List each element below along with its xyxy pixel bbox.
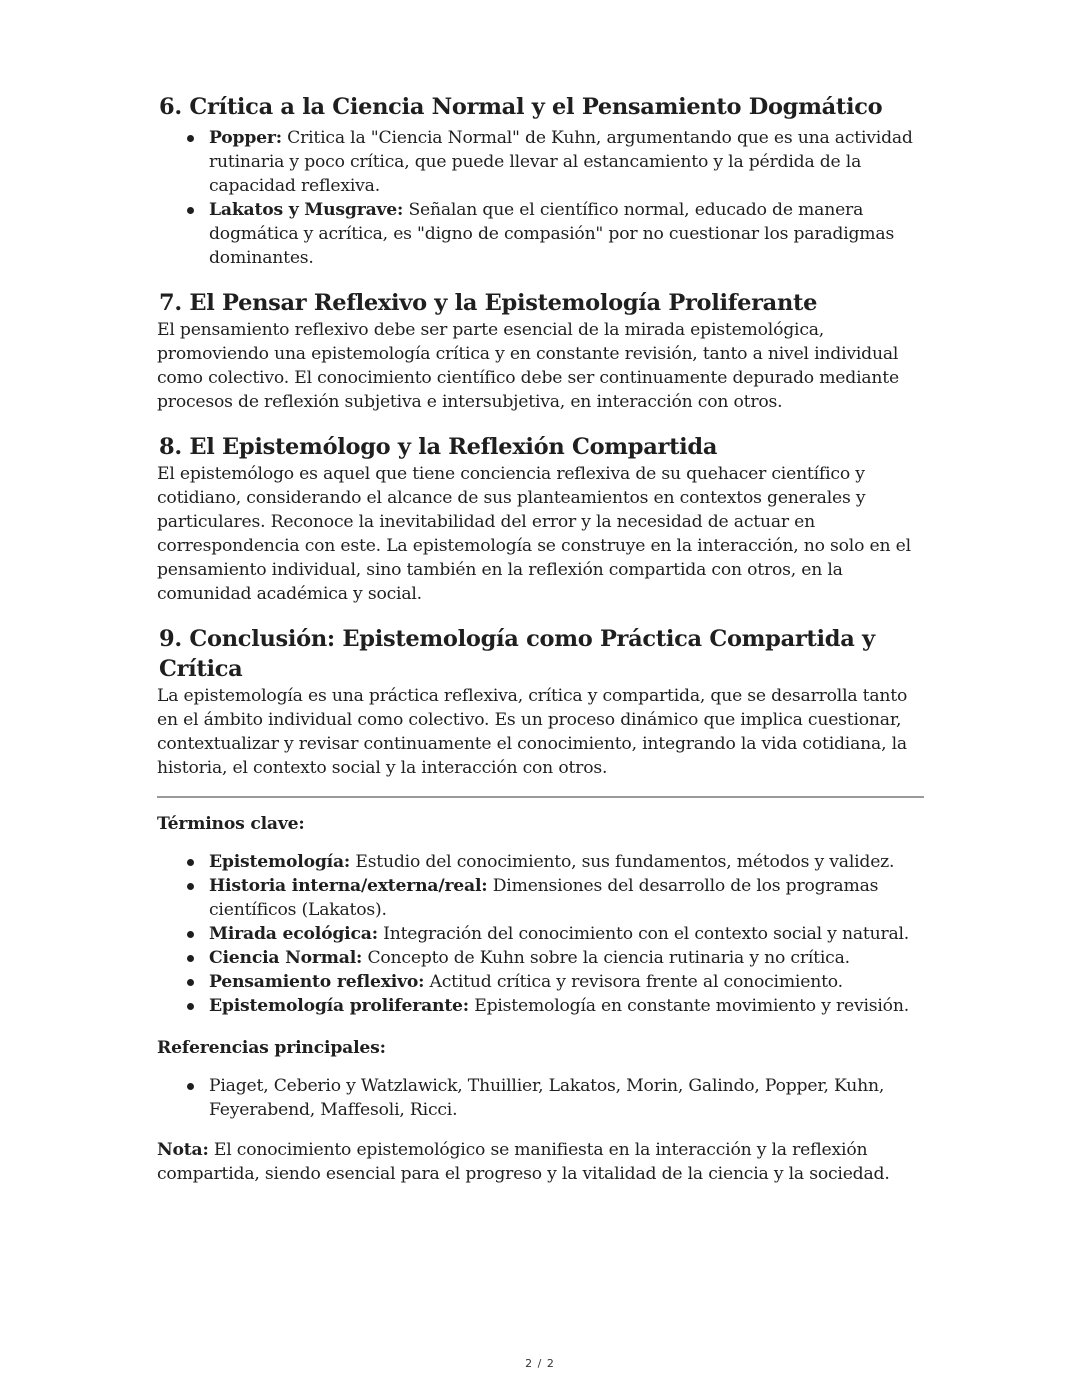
list-item (209, 198, 927, 270)
horizontal-divider (157, 796, 924, 798)
section-7-paragraph: El pensamiento reflexivo debe ser parte esencial de la mirada epistemológica, promoviendo una epistemología crítica y en constante revisión, tanto a nivel individual como colectivo. El conocimiento científico debe ser continuamente depurado mediante procesos de reflexión subjetiva e intersubjetiva, en interacción con otros. (157, 320, 899, 412)
term-text: Epistemología en constante movimiento y revisión. (468, 996, 909, 1016)
section-8-title: 8. El Epistemólogo y la Reflexión Compartida (159, 434, 718, 460)
section-6 (157, 92, 927, 270)
section-9-paragraph: La epistemología es una práctica reflexiva, crítica y compartida, que se desarrolla tanto en el ámbito individual como colectivo. Es un proceso dinámico que implica cuestionar, contextualizar y revisar continuamente el conocimiento, integrando la vida cotidiana, la historia, el contexto social y la interacción con otros. (157, 686, 908, 778)
term-text: Integración del conocimiento con el contexto social y natural. (377, 924, 910, 944)
references-label: Referencias principales: (157, 1038, 386, 1058)
term-label: Popper: (209, 128, 282, 148)
list-item: Piaget, Ceberio y Watzlawick, Thuillier, Lakatos, Morin, Galindo, Popper, Kuhn, Feyerabend, Maffesoli, Ricci. (209, 1074, 927, 1122)
list-item (209, 850, 927, 874)
list-item (209, 126, 927, 198)
section-6-list (157, 126, 927, 270)
term-label: Pensamiento reflexivo: (209, 972, 425, 992)
term-text: Concepto de Kuhn sobre la ciencia rutinaria y no crítica. (362, 948, 850, 968)
key-terms-label: Términos clave: (157, 814, 305, 834)
term-label: Lakatos y Musgrave: (209, 200, 404, 220)
term-label: Epistemología: (209, 852, 351, 872)
list-item (209, 874, 927, 922)
section-9-title: 9. Conclusión: Epistemología como Práctica Compartida y Crítica (159, 626, 875, 682)
term-label: Epistemología proliferante: (209, 996, 469, 1016)
section-8-paragraph: El epistemólogo es aquel que tiene conciencia reflexiva de su quehacer científico y cotidiano, considerando el alcance de sus planteamientos en contextos generales y particulares. Reconoce la inevitabilidad del error y la necesidad de actuar en correspondencia con este. La epistemología se construye en la interacción, no solo en el pensamiento individual, sino también en la reflexión compartida con otros, en la comunidad académica y social. (157, 464, 911, 604)
section-7-title: 7. El Pensar Reflexivo y la Epistemología Proliferante (159, 290, 818, 316)
note-label: Nota: (157, 1140, 209, 1160)
term-label: Historia interna/externa/real: (209, 876, 488, 896)
term-text: Estudio del conocimiento, sus fundamentos, métodos y validez. (350, 852, 895, 872)
references-list (157, 1074, 927, 1122)
note-paragraph (157, 1138, 927, 1186)
section-8 (157, 432, 927, 606)
term-text: Actitud crítica y revisora frente al conocimiento. (424, 972, 843, 992)
term-text: Señalan que el científico normal, educado de manera dogmática y acrítica, es "digno de compasión" por no cuestionar los paradigmas dominantes. (209, 200, 895, 268)
section-7 (157, 288, 927, 414)
list-item (209, 970, 927, 994)
term-label: Mirada ecológica: (209, 924, 378, 944)
list-item (209, 922, 927, 946)
term-text: Dimensiones del desarrollo de los programas científicos (Lakatos). (209, 876, 879, 920)
list-item (209, 994, 927, 1018)
section-9 (157, 624, 927, 780)
key-terms-list (157, 850, 927, 1018)
page-number: 2 / 2 (525, 1357, 555, 1370)
list-item (209, 946, 927, 970)
note-text: El conocimiento epistemológico se manifiesta en la interacción y la reflexión compartida, siendo esencial para el progreso y la vitalidad de la ciencia y la sociedad. (157, 1140, 890, 1184)
term-text: Critica la "Ciencia Normal" de Kuhn, argumentando que es una actividad rutinaria y poco crítica, que puede llevar al estancamiento y la pérdida de la capacidad reflexiva. (209, 128, 913, 196)
section-6-title: 6. Crítica a la Ciencia Normal y el Pensamiento Dogmático (159, 94, 883, 120)
term-label: Ciencia Normal: (209, 948, 363, 968)
document-page (157, 92, 927, 1186)
